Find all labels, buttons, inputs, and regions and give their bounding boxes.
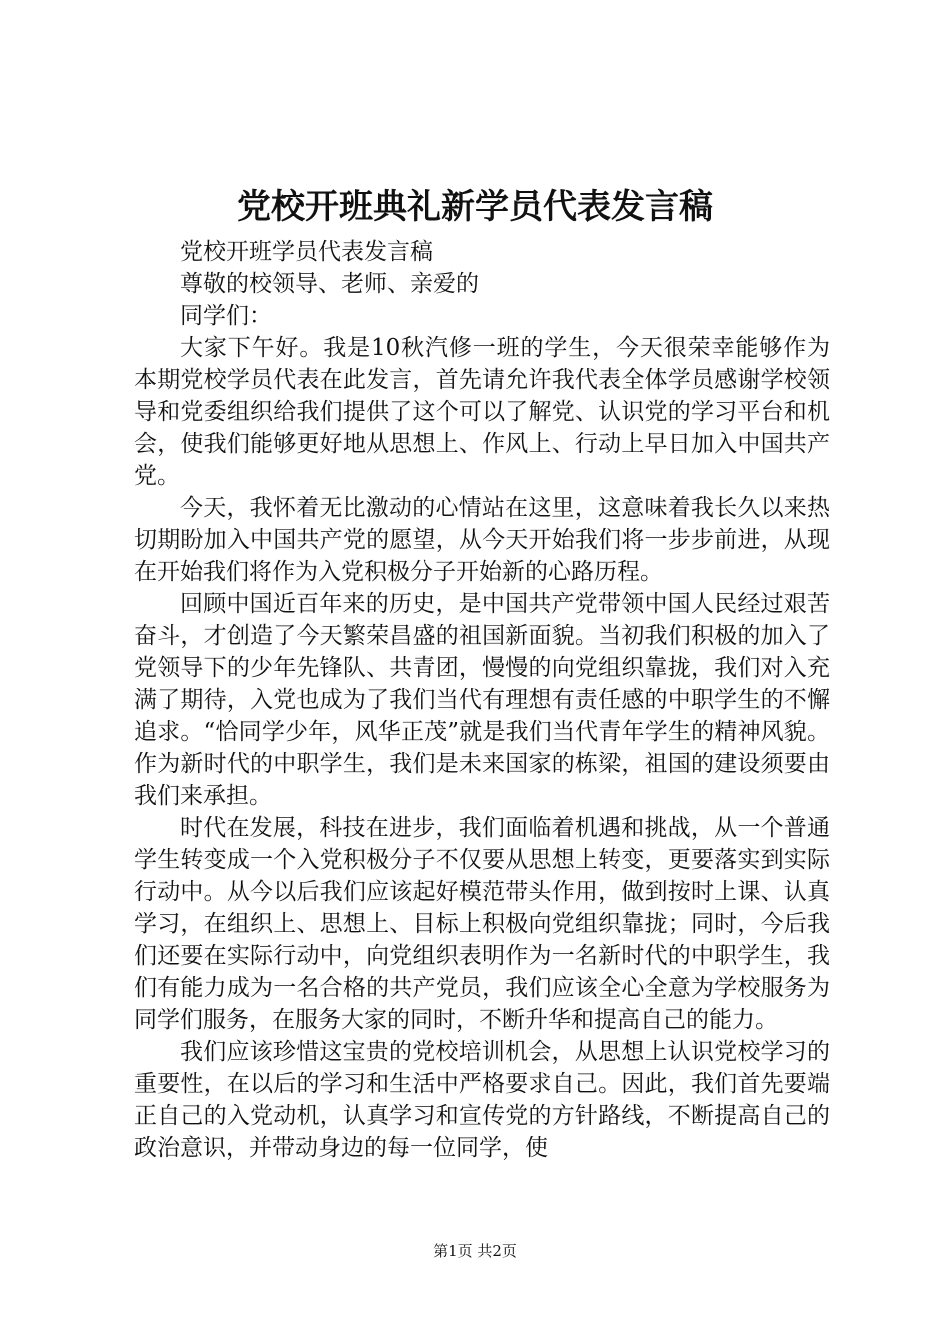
paragraph: 时代在发展，科技在进步，我们面临着机遇和挑战，从一个普通学生转变成一个入党积极分子不仅要从思想上转变，更要落实到实际行动中。从今以后我们应该起好模范带头作用，做到按时上课、认真学习，在组织上、思想上、目标上积极向党组织靠拢；同时，今后我们还要在实际行动中，向党组织表明作为一名新时代的中职学生，我们有能力成为一名合格的共产党员，我们应该全心全意为学校服务为同学们服务，在服务大家的同时，不断升华和提高自己的能力。 — [134, 815, 830, 1033]
paragraph-subtitle: 党校开班学员代表发言稿 — [180, 239, 433, 265]
paragraph: 大家下午好。我是10秋汽修一班的学生，今天很荣幸能够作为本期党校学员代表在此发言，首先请允许我代表全体学员感谢学校领导和党委组织给我们提供了这个可以了解党、认识党的学习平台和机会，使我们能够更好地从思想上、作风上、行动上早日加入中国共产党。 — [134, 335, 830, 489]
paragraph: 回顾中国近百年来的历史，是中国共产党带领中国人民经过艰苦奋斗，才创造了今天繁荣昌盛的祖国新面貌。当初我们积极的加入了党领导下的少年先锋队、共青团，慢慢的向党组织靠拢，我们对入充满了期待，入党也成为了我们当代有理想有责任感的中职学生的不懈追求。“恰同学少年，风华正茂”就是我们当代青年学生的精神风貌。作为新时代的中职学生，我们是未来国家的栋梁，祖国的建设须要由我们来承担。 — [134, 591, 830, 809]
paragraph: 今天，我怀着无比激动的心情站在这里，这意味着我长久以来热切期盼加入中国共产党的愿望，从今天开始我们将一步步前进，从现在开始我们将作为入党积极分子开始新的心路历程。 — [134, 495, 830, 585]
page-number-footer: 第1页 共2页 — [433, 1242, 517, 1260]
document-body — [134, 236, 830, 1164]
document-title: 党校开班典礼新学员代表发言稿 — [237, 187, 713, 227]
paragraph-salutation: 尊敬的校领导、老师、亲爱的 — [180, 271, 479, 297]
paragraph: 我们应该珍惜这宝贵的党校培训机会，从思想上认识党校学习的重要性，在以后的学习和生活中严格要求自己。因此，我们首先要端正自己的入党动机，认真学习和宣传党的方针路线，不断提高自己的政治意识，并带动身边的每一位同学，使 — [134, 1039, 830, 1161]
paragraph-salutation-cont: 同学们： — [180, 303, 272, 329]
